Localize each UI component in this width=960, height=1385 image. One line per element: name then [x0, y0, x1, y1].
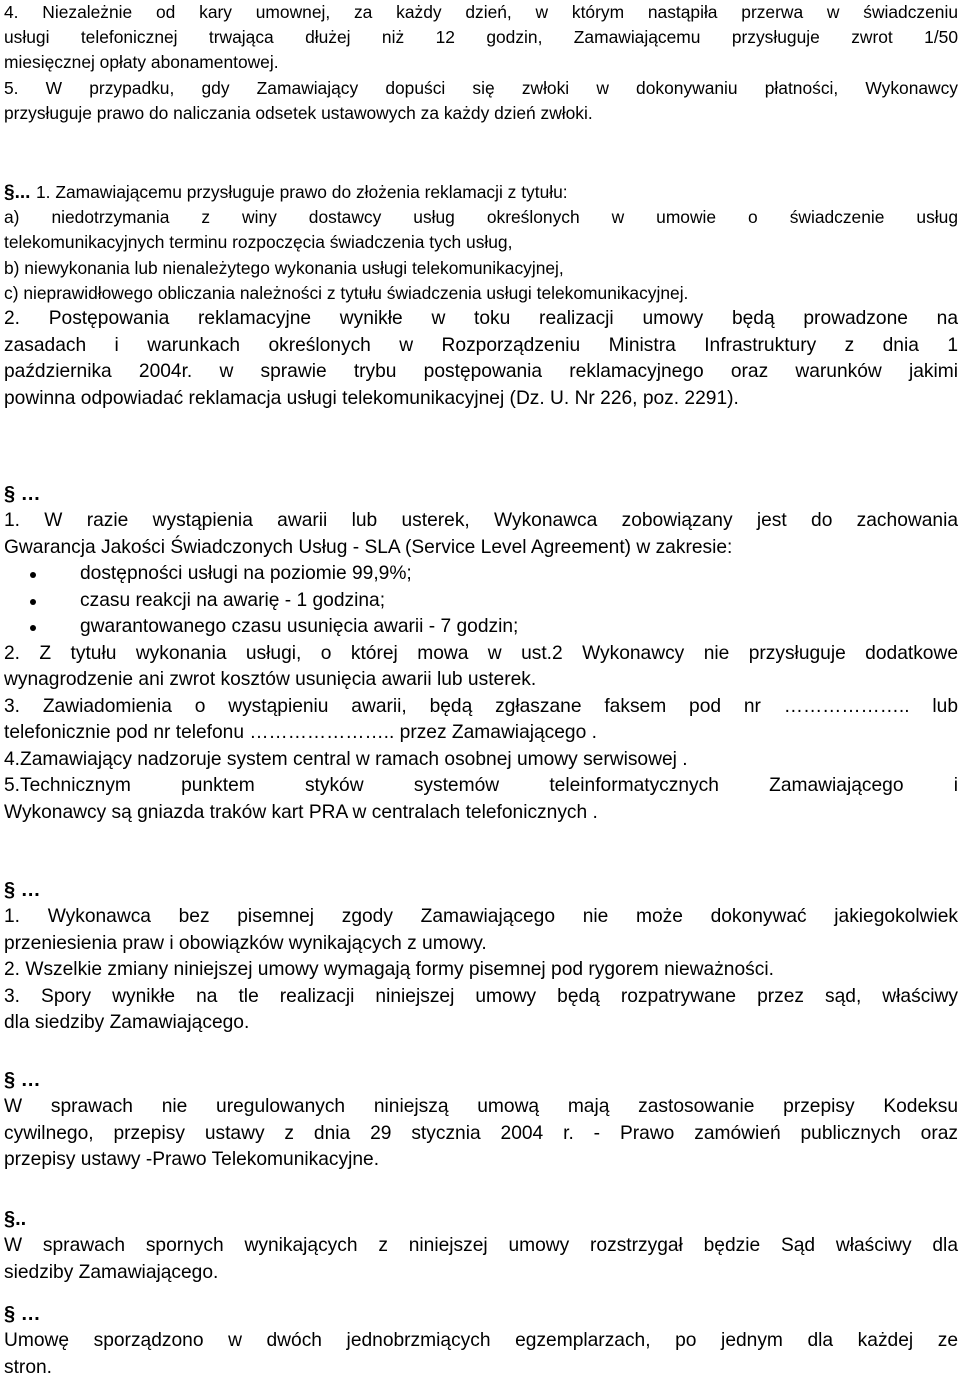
bullet-icon: [30, 625, 36, 631]
text-line: przysługuje prawo do naliczania odsetek ustawowych za każdy dzień zwłoki.: [4, 102, 593, 123]
section-complaints: [4, 180, 958, 412]
text-line: 2. Z tytułu wykonania usługi, o której mowa w ust.2 Wykonawcy nie przysługuje dodatkowe: [4, 642, 958, 664]
section-assignment: [4, 876, 958, 1037]
text-line: Gwarancja Jakości Świadczonych Usług - SLA (Service Level Agreement) w zakresie:: [4, 536, 733, 558]
text-line: 5.Technicznym punktem styków systemów teleinformatycznych Zamawiającego i: [4, 775, 958, 796]
list-item: [4, 614, 958, 641]
text-line: a) niedotrzymania z winy dostawcy usług określonych w umowie o świadczenie usług: [4, 207, 958, 228]
text-line: usługi telefonicznej trwająca dłużej niż 12 godzin, Zamawiającemu przysługuje zwrot 1/50: [4, 27, 958, 48]
text-line: Wykonawcy są gniazda traków kart PRA w centralach telefonicznych .: [4, 801, 598, 823]
text-line: 5. W przypadku, gdy Zamawiający dopuści się zwłoki w dokonywaniu płatności, Wykonawcy: [4, 77, 958, 98]
text-line: 3. Spory wynikłe na tle realizacji niniejszej umowy będą rozpatrywane przez sąd, właściwy: [4, 985, 958, 1007]
text-line: przeniesienia praw i obowiązków wynikających z umowy.: [4, 932, 487, 954]
text-line: przepisy ustawy -Prawo Telekomunikacyjne.: [4, 1149, 380, 1170]
section-mark: § …: [4, 1069, 41, 1091]
text-line: cywilnego, przepisy ustawy z dnia 29 stycznia 2004 r. - Prawo zamówień publicznych oraz: [4, 1122, 958, 1144]
text-line: 4.Zamawiający nadzoruje system central w ramach osobnej umowy serwisowej .: [4, 748, 688, 770]
intro-text: 1. Zamawiającemu przysługuje prawo do złożenia reklamacji z tytułu:: [36, 182, 568, 202]
list-item-text: dostępności usługi na poziomie 99,9%;: [80, 563, 412, 584]
text-line: W sprawach spornych wynikających z niniejszej umowy rozstrzygał będzie Sąd właściwy dla: [4, 1235, 958, 1256]
list-item-text: czasu reakcji na awarię - 1 godzina;: [80, 589, 386, 611]
list-item: [4, 588, 958, 615]
text-line: b) niewykonania lub nienależytego wykonania usługi telekomunikacyjnej,: [4, 257, 564, 278]
section-intro: [4, 180, 958, 205]
section-mark: § …: [4, 1303, 41, 1325]
text-line: telefonicznie pod nr telefonu ………………….. przez Zamawiającego .: [4, 722, 597, 743]
text-line: wynagrodzenie ani zwrot kosztów usunięcia awarii lub usterek.: [4, 669, 537, 690]
text-line: powinna odpowiadać reklamacja usługi telekomunikacyjnej (Dz. U. Nr 226, poz. 2291).: [4, 387, 739, 409]
paragraph-4: [4, 0, 958, 126]
section-mark: § …: [4, 483, 41, 505]
list-item: [4, 561, 958, 588]
text-line: 2. Postępowania reklamacyjne wynikłe w toku realizacji umowy będą prowadzone na: [4, 308, 958, 330]
text-line: dla siedziby Zamawiającego.: [4, 1012, 250, 1033]
text-line: 1. W razie wystąpienia awarii lub usterek, Wykonawca zobowiązany jest do zachowania: [4, 510, 958, 531]
section-sla: [4, 480, 958, 826]
text-line: Umowę sporządzono w dwóch jednobrzmiących egzemplarzach, po jednym dla każdej ze: [4, 1330, 958, 1351]
text-line: siedziby Zamawiającego.: [4, 1261, 219, 1283]
text-line: stron.: [4, 1356, 52, 1378]
section-applicable-law: [4, 1066, 958, 1174]
text-line: miesięcznej opłaty abonamentowej.: [4, 52, 279, 73]
section-copies: [4, 1300, 958, 1381]
bullet-icon: [30, 572, 36, 578]
text-line: 2. Wszelkie zmiany niniejszej umowy wymagają formy pisemnej pod rygorem nieważności.: [4, 959, 774, 980]
list-item-text: gwarantowanego czasu usunięcia awarii - 7 godzin;: [80, 616, 519, 637]
text-line: telekomunikacyjnych terminu rozpoczęcia świadczenia tych usług,: [4, 232, 513, 253]
text-line: 1. Wykonawca bez pisemnej zgody Zamawiającego nie może dokonywać jakiegokolwiek: [4, 906, 958, 927]
section-mark: §...: [4, 182, 31, 203]
text-line: zasadach i warunkach określonych w Rozporządzeniu Ministra Infrastruktury z dnia 1: [4, 334, 958, 356]
text-line: 4. Niezależnie od kary umownej, za każdy dzień, w którym nastąpiła przerwa w świadczeniu: [4, 2, 958, 22]
section-jurisdiction: [4, 1205, 958, 1286]
text-line: c) nieprawidłowego obliczania należności z tytułu świadczenia usługi telekomunikacyjnej.: [4, 282, 689, 303]
sla-bullet-list: [4, 561, 958, 641]
text-line: 3. Zawiadomienia o wystąpieniu awarii, będą zgłaszane faksem pod nr ……………….. lub: [4, 695, 958, 717]
bullet-icon: [30, 599, 36, 605]
text-line: października 2004r. w sprawie trybu postępowania reklamacyjnego oraz warunków jakimi: [4, 361, 958, 383]
text-line: W sprawach nie uregulowanych niniejszą umową mają zastosowanie przepisy Kodeksu: [4, 1096, 958, 1117]
section-mark: § …: [4, 879, 41, 901]
section-mark: §..: [4, 1208, 27, 1230]
